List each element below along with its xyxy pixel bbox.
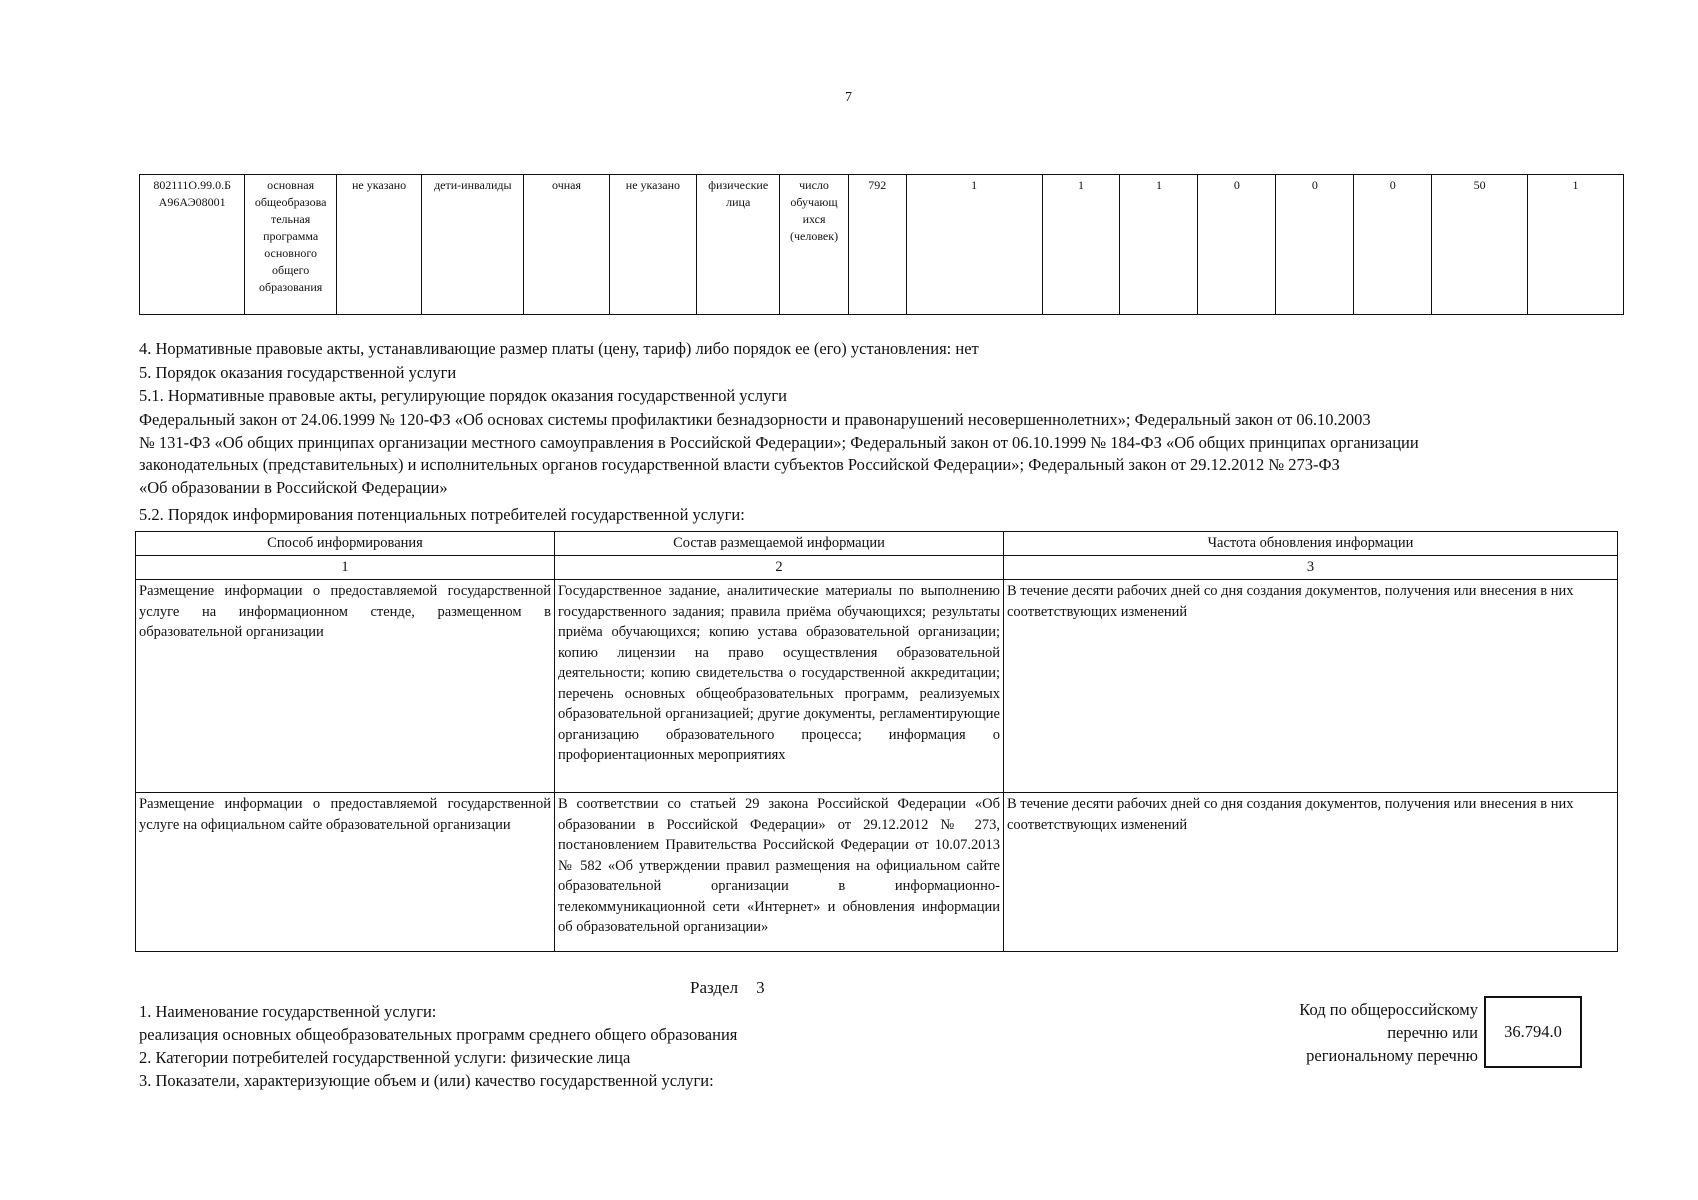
code-label-line: перечню или	[1387, 1023, 1478, 1042]
registry-code-cell: 802111О.99.0.Б А96АЭ08001	[140, 175, 245, 315]
info-table	[135, 531, 1618, 952]
table-cell: 0	[1276, 175, 1354, 315]
table-cell: 792	[848, 175, 906, 315]
table-header-row	[136, 532, 1618, 556]
table-cell: 1	[1042, 175, 1120, 315]
table-cell: Размещение информации о предоставляемой государственной услуге на официальном сайте образовательной организации	[136, 793, 555, 952]
column-number: 2	[555, 556, 1004, 580]
column-number: 3	[1004, 556, 1618, 580]
code-label	[1238, 998, 1478, 1067]
table-cell: не указано	[609, 175, 696, 315]
table-cell: 1	[1120, 175, 1198, 315]
program-cell: основная общеобразова тельная программа основного общего образования	[245, 175, 337, 315]
table-row	[136, 793, 1618, 952]
table-cell: 0	[1354, 175, 1432, 315]
section-label: Раздел	[690, 978, 739, 997]
column-header: Состав размещаемой информации	[555, 532, 1004, 556]
table-cell: Государственное задание, аналитические материалы по выполнению государственного задания; правила приёма обучающихся; результаты приёма обучающихся; копию устава образовательной организации; копию лицензии на право осуществления образовательной деятельности; копию свидетельства о государственной аккредитации; перечень основных общеобразовательных программ, реализуемых образовательной организацией; другие документы, регламентирующие организацию образовательного процесса; информация о профориентационных мероприятиях	[555, 580, 1004, 793]
table-cell: 50	[1432, 175, 1528, 315]
indicators-heading: 3. Показатели, характеризующие объем и (или) качество государственной услуги:	[139, 1071, 714, 1090]
table-cell: В течение десяти рабочих дней со дня создания документов, получения или внесения в них соответствующих изменений	[1004, 793, 1618, 952]
table-cell: В течение десяти рабочих дней со дня создания документов, получения или внесения в них соответствующих изменений	[1004, 580, 1618, 793]
table-cell: очная	[524, 175, 609, 315]
page-number: 7	[845, 90, 852, 105]
paragraph-procedure: 5. Порядок оказания государственной услуги	[139, 363, 457, 382]
legal-acts-line: Федеральный закон от 24.06.1999 № 120-ФЗ «Об основах системы профилактики безнадзорности и правонарушений несовершеннолетних»; Федеральный закон от 06.10.2003	[139, 410, 1371, 429]
service-name: реализация основных общеобразовательных программ среднего общего образования	[139, 1025, 738, 1044]
legal-acts-line: № 131-ФЗ «Об общих принципах организации местного самоуправления в Российской Федерации»; Федеральный закон от 06.10.1999 № 184-ФЗ «Об общих принципах организации	[139, 432, 1419, 452]
table-row	[140, 175, 1624, 315]
legal-acts-line: законодательных (представительных) и исполнительных органов государственной власти субъектов Российской Федерации»; Федеральный закон от 29.12.2012 № 273-ФЗ	[139, 455, 1340, 474]
legal-acts-list	[139, 409, 1619, 499]
column-header: Способ информирования	[136, 532, 555, 556]
paragraph-legal-acts: 5.1. Нормативные правовые акты, регулирующие порядок оказания государственной услуги	[139, 386, 787, 405]
service-code-box: 36.794.0	[1484, 996, 1582, 1068]
table-cell: физические лица	[697, 175, 780, 315]
column-number: 1	[136, 556, 555, 580]
table-cell: 1	[906, 175, 1042, 315]
table-cell: Размещение информации о предоставляемой государственной услуге на информационном стенде, размещенном в образовательной организации	[136, 580, 555, 793]
paragraph-fees: 4. Нормативные правовые акты, устанавливающие размер платы (цену, тариф) либо порядок ее (его) установления: нет	[139, 339, 979, 358]
legal-acts-line: «Об образовании в Российской Федерации»	[139, 477, 448, 497]
table-cell: 1	[1528, 175, 1624, 315]
table-number-row	[136, 556, 1618, 580]
table-cell: не указано	[336, 175, 421, 315]
table-cell: В соответствии со статьей 29 закона Российской Федерации «Об образовании в Российской Федерации» от 29.12.2012 № 273, постановлением Правительства Российской Федерации от 10.07.2013 № 582 «Об утверждении правил размещения на официальном сайте образовательной организации в информационно-телекоммуникационной сети «Интернет» и обновления информации об образовательной организации»	[555, 793, 1004, 952]
column-header: Частота обновления информации	[1004, 532, 1618, 556]
consumer-categories: 2. Категории потребителей государственной услуги: физические лица	[139, 1048, 631, 1067]
table-cell: 0	[1198, 175, 1276, 315]
service-name-label: 1. Наименование государственной услуги:	[139, 1002, 437, 1021]
table-cell: дети-инвалиды	[422, 175, 524, 315]
section-heading	[690, 978, 765, 998]
table-cell: число обучающ ихся (человек)	[780, 175, 848, 315]
code-label-line: Код по общероссийскому	[1299, 1000, 1478, 1019]
indicator-table	[139, 174, 1624, 315]
table-row	[136, 580, 1618, 793]
paragraph-informing: 5.2. Порядок информирования потенциальных потребителей государственной услуги:	[139, 505, 745, 524]
section-number: 3	[756, 978, 765, 997]
code-label-line: региональному перечню	[1306, 1046, 1478, 1065]
